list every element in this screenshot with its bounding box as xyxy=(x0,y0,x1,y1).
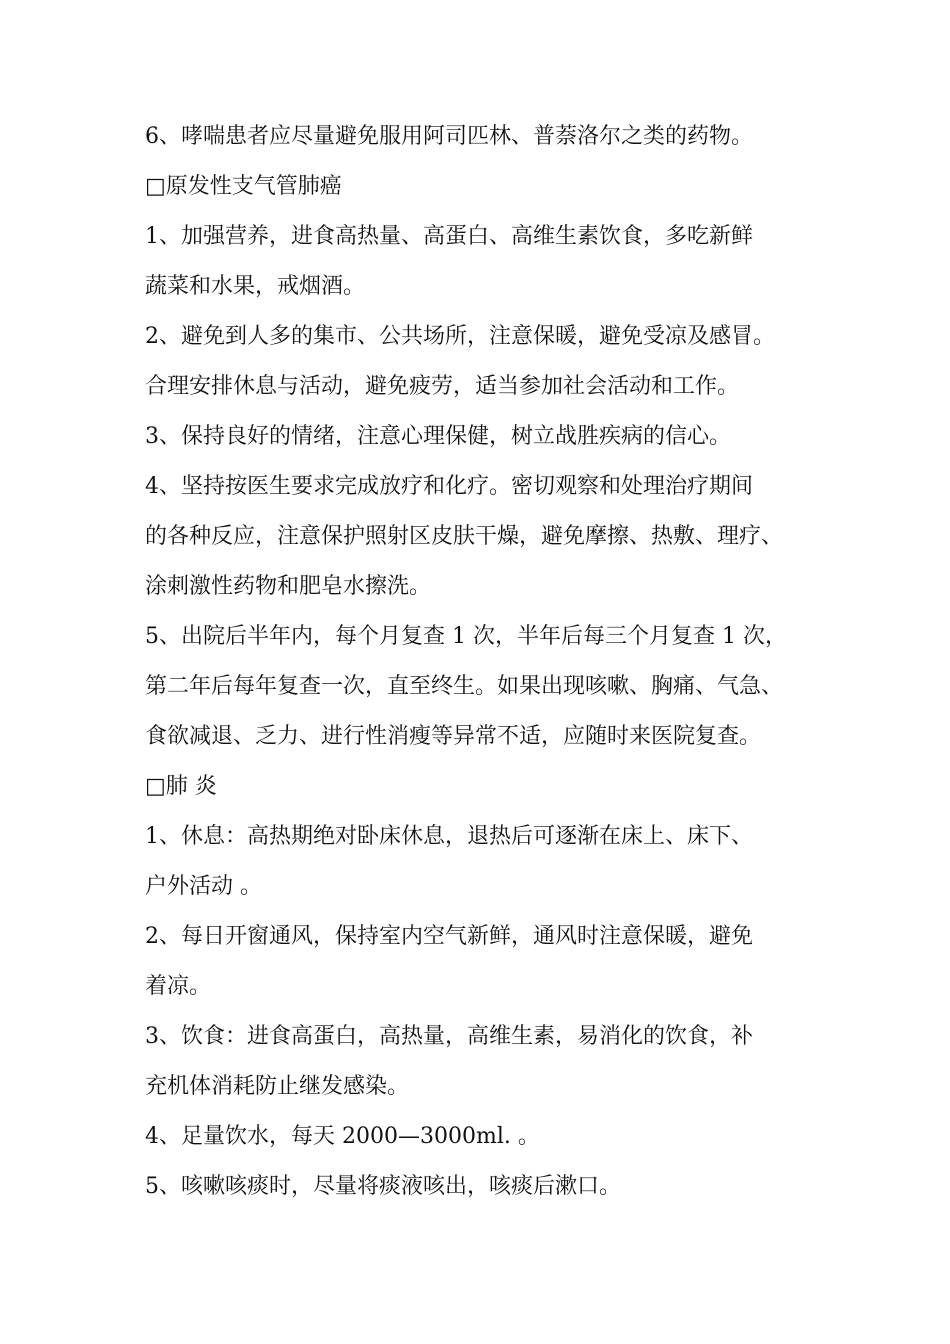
section-heading: □肺 炎 xyxy=(145,774,217,799)
text-line: 6、哮喘患者应尽量避免服用阿司匹林、普萘洛尔之类的药物。 xyxy=(145,124,753,149)
text-line: 1、加强营养，进食高热量、高蛋白、高维生素饮食，多吃新鲜 xyxy=(145,224,753,249)
text-line: 3、保持良好的情绪，注意心理保健，树立战胜疾病的信心。 xyxy=(145,424,731,449)
text-line: 充机体消耗防止继发感染。 xyxy=(145,1074,410,1099)
text-line: 5、咳嗽咳痰时，尽量将痰液咳出，咳痰后漱口。 xyxy=(145,1174,621,1199)
text-line: 的各种反应，注意保护照射区皮肤干燥，避免摩擦、热敷、理疗、 xyxy=(145,524,784,549)
text-line: 户外活动 。 xyxy=(145,874,262,899)
text-line: 2、避免到人多的集市、公共场所，注意保暖，避免受凉及感冒。 xyxy=(145,324,775,349)
text-line: 第二年后每年复查一次，直至终生。如果出现咳嗽、胸痛、气急、 xyxy=(145,674,784,699)
text-line: 2、每日开窗通风，保持室内空气新鲜，通风时注意保暖，避免 xyxy=(145,924,753,949)
text-line: 食欲减退、乏力、进行性消瘦等异常不适，应随时来医院复查。 xyxy=(145,724,762,749)
text-line: 4、足量饮水，每天 2000—3000ml. 。 xyxy=(145,1124,540,1149)
text-line: 4、坚持按医生要求完成放疗和化疗。密切观察和处理治疗期间 xyxy=(145,474,753,499)
text-line: 1、休息：高热期绝对卧床休息，退热后可逐渐在床上、床下、 xyxy=(145,824,753,849)
text-line: 着凉。 xyxy=(145,974,212,999)
text-line: 3、饮食：进食高蛋白，高热量，高维生素，易消化的饮食，补 xyxy=(145,1024,753,1049)
document-page xyxy=(145,112,815,1212)
text-line: 合理安排休息与活动，避免疲劳，适当参加社会活动和工作。 xyxy=(145,374,740,399)
text-line: 5、出院后半年内，每个月复查 1 次，半年后每三个月复查 1 次， xyxy=(145,624,787,649)
text-line: 蔬菜和水果，戒烟酒。 xyxy=(145,274,366,299)
section-heading: □原发性支气管肺癌 xyxy=(145,174,342,199)
text-line: 涂刺激性药物和肥皂水擦洗。 xyxy=(145,574,432,599)
